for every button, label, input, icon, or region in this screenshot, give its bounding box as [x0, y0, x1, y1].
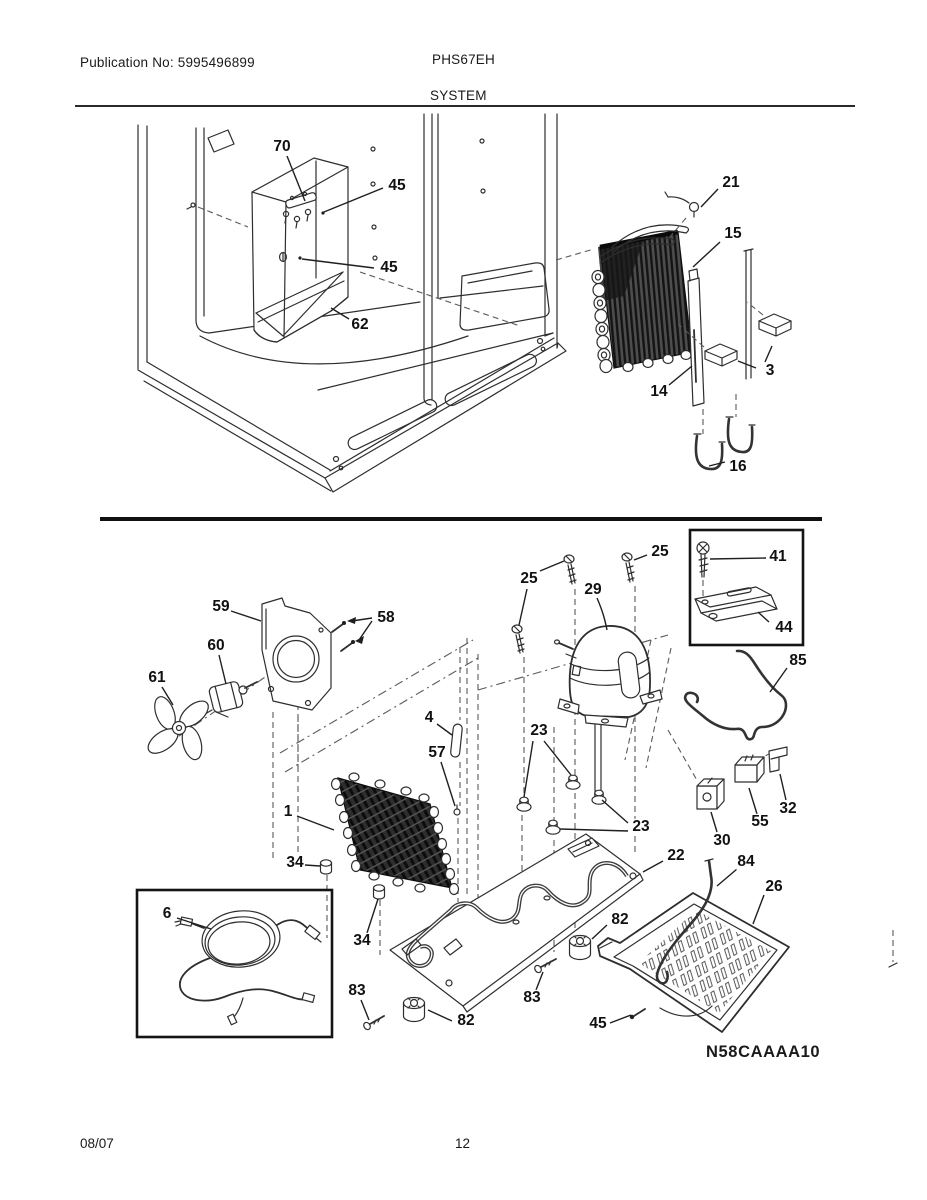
screw-45-lower — [630, 1009, 645, 1019]
fan-blade-61 — [144, 694, 213, 762]
callout-label: 14 — [650, 382, 668, 400]
revision-date: 08/07 — [80, 1136, 114, 1151]
page-number: 12 — [455, 1136, 471, 1151]
callout-label: 4 — [424, 708, 434, 726]
screws-58 — [332, 621, 355, 651]
clip-57 — [454, 805, 460, 815]
callout-label: 29 — [584, 580, 602, 598]
callout-label: 3 — [765, 361, 775, 379]
drain-pan-26 — [598, 893, 789, 1032]
callout-label: 82 — [611, 910, 629, 928]
callout-label: 30 — [713, 831, 731, 849]
wire-bracket-85 — [685, 651, 786, 739]
callout-label: 23 — [530, 721, 548, 739]
inset-box-41-44 — [690, 530, 803, 645]
section-title: SYSTEM — [430, 88, 487, 103]
relay-30 — [697, 778, 724, 809]
section-divider — [100, 517, 822, 521]
callout-label: 41 — [769, 547, 787, 565]
lower-figure — [137, 530, 897, 1037]
condenser-coil-1 — [332, 773, 459, 895]
callout-label: 83 — [348, 981, 366, 999]
callout-label: 23 — [632, 817, 650, 835]
callout-label: 70 — [273, 137, 291, 155]
diagram-id: N58CAAAA10 — [706, 1043, 821, 1061]
callout-label: 45 — [589, 1014, 607, 1032]
callout-label: 15 — [724, 224, 742, 242]
thermostat-clip-21 — [665, 192, 699, 217]
screw-41 — [697, 542, 709, 577]
bracket-44 — [695, 587, 777, 621]
callout-label: 6 — [162, 904, 172, 922]
callout-label: 55 — [751, 812, 769, 830]
model-number: PHS67EH — [432, 52, 495, 67]
callout-label: 45 — [388, 176, 406, 194]
publication-number: Publication No: 5995496899 — [80, 55, 255, 70]
callout-label: 85 — [789, 651, 807, 669]
callout-label: 26 — [765, 877, 783, 895]
callout-label: 62 — [351, 315, 369, 333]
callout-label: 25 — [651, 542, 669, 560]
callout-label: 16 — [729, 457, 747, 475]
grommets-23 — [517, 775, 606, 834]
callout-label: 32 — [779, 799, 797, 817]
callout-label: 45 — [380, 258, 398, 276]
callout-label: 25 — [520, 569, 538, 587]
callout-label: 61 — [148, 668, 166, 686]
callout-label: 84 — [737, 852, 755, 870]
callout-label: 57 — [428, 743, 446, 761]
callout-label: 34 — [286, 853, 304, 871]
callout-label: 21 — [722, 173, 740, 191]
callout-label: 59 — [212, 597, 230, 615]
callout-label: 83 — [523, 988, 541, 1006]
upper-figure — [138, 114, 791, 492]
evaporator-bracket-14 — [688, 249, 753, 406]
fan-motor-60 — [205, 681, 257, 717]
cabinet-outline — [138, 114, 566, 492]
callout-label: 34 — [353, 931, 371, 949]
mounting-clip-3-right — [759, 314, 791, 336]
fan-shroud-59 — [262, 598, 331, 710]
evaporator-15 — [592, 225, 692, 373]
callout-label: 58 — [377, 608, 395, 626]
harness-box-6 — [137, 890, 332, 1037]
callout-label: 22 — [667, 846, 685, 864]
callout-label: 60 — [207, 636, 225, 654]
bracket-32 — [769, 747, 787, 772]
callout-label: 1 — [283, 802, 293, 820]
mounting-clip-3-left — [705, 344, 737, 366]
capacitor-55 — [735, 755, 764, 782]
callout-label: 82 — [457, 1011, 475, 1029]
drier-4 — [450, 724, 462, 758]
callout-label: 44 — [775, 618, 793, 636]
